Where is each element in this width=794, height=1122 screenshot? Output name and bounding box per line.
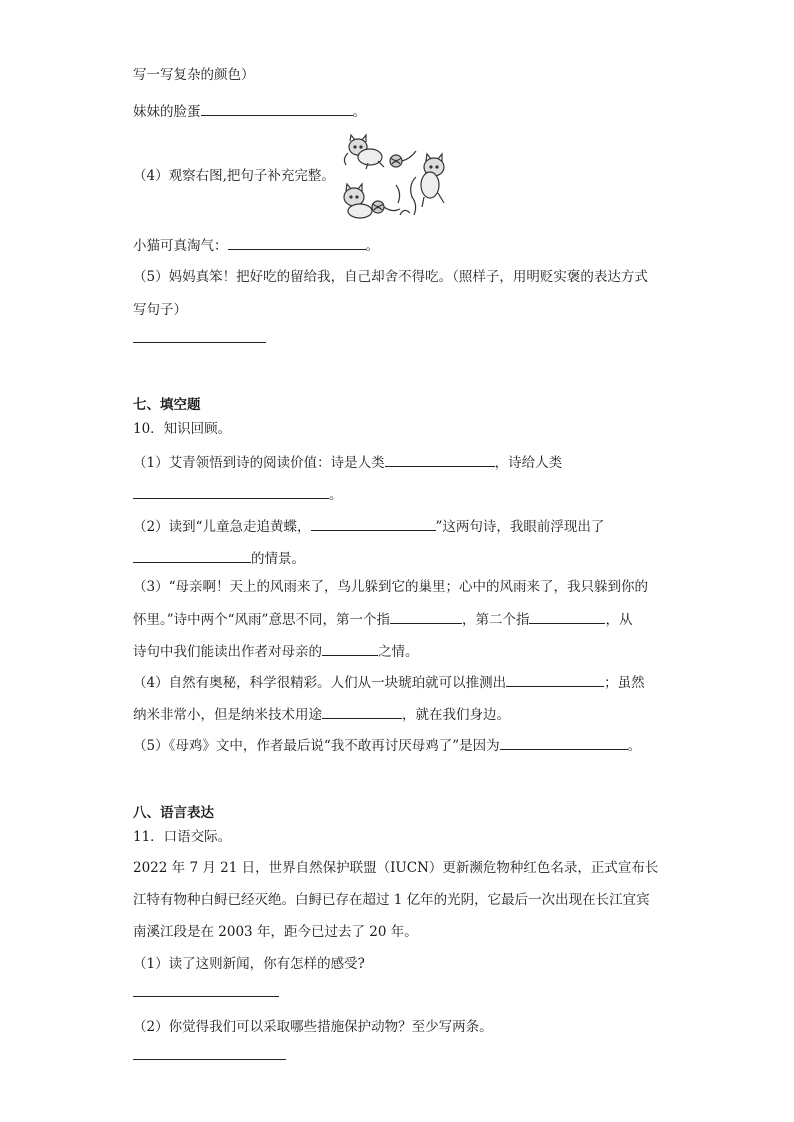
cat-sentence: 小猫可真淘气： 。 bbox=[133, 235, 379, 255]
q10-p3-line1: （3）“母亲啊！天上的风雨来了，鸟儿躲到它的巢里；心中的风雨来了，我只躲到你的 bbox=[133, 579, 648, 595]
observe-picture-prompt: （4）观察右图,把句子补充完整。 bbox=[133, 168, 335, 184]
answer-line[interactable] bbox=[133, 1059, 286, 1060]
q11-sub2: （2）你觉得我们可以采取哪些措施保护动物？至少写两条。 bbox=[133, 1019, 493, 1035]
q11-sub1: （1）读了这则新闻，你有怎样的感受? bbox=[133, 956, 365, 972]
q10-p4-line1: （4）自然有奥秘，科学很精彩。人们从一块琥珀就可以推测出 ；虽然 bbox=[133, 672, 645, 692]
section-8-heading: 八、语言表达 bbox=[133, 805, 214, 821]
color-hint-line: 写一写复杂的颜色） bbox=[133, 67, 255, 83]
blank[interactable] bbox=[500, 735, 628, 750]
q9-p5-line1: （5）妈妈真笨！把好吃的留给我，自己却舍不得吃。（照样子，用明贬实褒的表达方式 bbox=[133, 269, 648, 285]
blank[interactable] bbox=[390, 609, 462, 624]
blank[interactable] bbox=[385, 452, 495, 467]
news-line-2: 江特有物种白鲟已经灭绝。白鲟已存在超过 1 亿年的光阴，它最后一次出现在长江宜宾 bbox=[133, 892, 650, 908]
q10-p3-line2: 怀里。”诗中两个“风雨”意思不同，第一个指 ，第二个指 ，从 bbox=[133, 609, 632, 629]
q10-p1-line1: （1）艾青领悟到诗的阅读价值：诗是人类 ，诗给人类 bbox=[133, 452, 562, 472]
q10-p4-line2: 纳米非常小，但是纳米技术用途 ，就在我们身边。 bbox=[133, 704, 510, 724]
blank[interactable] bbox=[311, 516, 436, 531]
q9-p5-line2: 写句子） bbox=[133, 302, 187, 318]
blank[interactable] bbox=[133, 484, 329, 499]
answer-line[interactable] bbox=[133, 996, 279, 997]
section-7-heading: 七、填空题 bbox=[133, 397, 201, 413]
blank[interactable] bbox=[322, 704, 402, 719]
question-10: 10．知识回顾。 bbox=[133, 421, 232, 437]
q10-p1-line2: 。 bbox=[133, 484, 343, 504]
blank[interactable] bbox=[506, 672, 604, 687]
q10-p3-line3: 诗句中我们能读出作者对母亲的 之情。 bbox=[133, 641, 419, 661]
q10-p2-line1: （2）读到“儿童急走追黄蝶， ”这两句诗，我眼前浮现出了 bbox=[133, 516, 604, 536]
question-11: 11．口语交际。 bbox=[133, 829, 232, 845]
playful-kittens-with-yarn-icon bbox=[338, 133, 454, 221]
face-blank[interactable] bbox=[201, 101, 353, 116]
answer-line[interactable] bbox=[133, 342, 266, 343]
cat-blank[interactable] bbox=[228, 235, 366, 250]
face-sentence: 妹妹的脸蛋 。 bbox=[133, 101, 366, 121]
q10-p5-line: （5）《母鸡》文中，作者最后说“我不敢再讨厌母鸡了”是因为 。 bbox=[133, 735, 641, 755]
blank[interactable] bbox=[529, 609, 605, 624]
q10-p2-line2: 的情景。 bbox=[133, 548, 305, 568]
news-line-3: 南溪江段是在 2003 年，距今已过去了 20 年。 bbox=[133, 924, 418, 940]
blank[interactable] bbox=[133, 548, 251, 563]
news-line-1: 2022 年 7 月 21 日，世界自然保护联盟（IUCN）更新濒危物种红色名录，正式宣布长 bbox=[133, 860, 659, 876]
blank[interactable] bbox=[322, 641, 378, 656]
